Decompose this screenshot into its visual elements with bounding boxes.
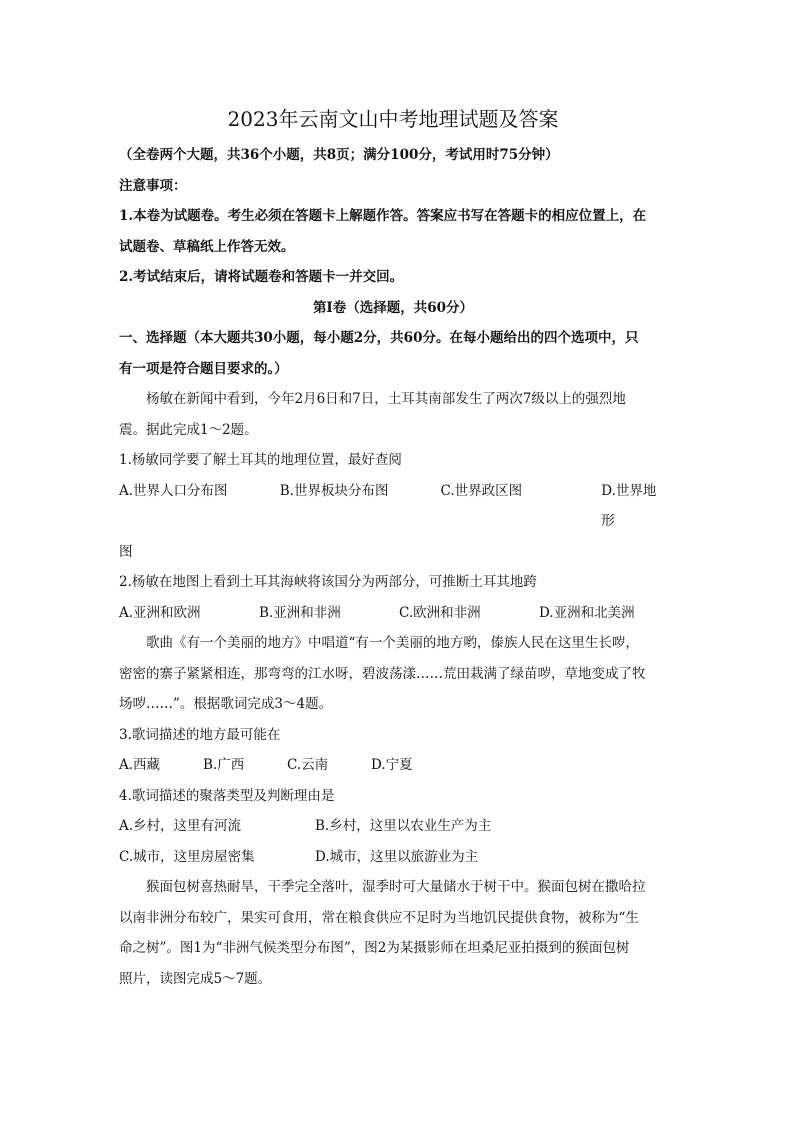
notes-heading: 注意事项： — [119, 177, 187, 194]
page-title: 2023年云南文山中考地理试题及答案 — [227, 107, 559, 131]
q4-option-b: B.乡村，这里以农业生产为主 — [315, 818, 492, 834]
stem-3-line-c: 命之树”。图1为“非洲气候类型分布图”，图2为某摄影师在坦桑尼亚拍摄到的猴面包树 — [119, 940, 630, 956]
question-4-options-row-2 — [119, 842, 667, 873]
note-1-line-a: 1.本卷为试题卷。考生必须在答题卡上解题作答。答案应书写在答题卡的相应位置上，在 — [119, 208, 647, 224]
q4-option-a: A.乡村，这里有河流 — [119, 818, 242, 834]
stem-2-line-c: 场哕……”。根据歌词完成3～4题。 — [119, 696, 333, 712]
q1-option-d-wrap: 图 — [119, 543, 133, 560]
question-1: 1.杨敏同学要了解土耳其的地理位置，最好查阅 — [119, 452, 402, 468]
q4-option-c: C.城市，这里房屋密集 — [119, 848, 255, 865]
q3-option-a: A.西藏 — [119, 757, 161, 773]
stem-1-line-a: 杨敏在新闻中看到，今年2月6日和7日，土耳其南部发生了两次7级以上的强烈地 — [146, 391, 626, 407]
question-3: 3.歌词描述的地方最可能在 — [119, 726, 281, 743]
section-1-heading-b: 有一项是符合题目要求的。） — [119, 360, 288, 377]
section-1-heading-a: 一、选择题（本大题共30小题，每小题2分，共60分。在每小题给出的四个选项中，只 — [119, 330, 639, 346]
note-1-line-b: 试题卷、草稿纸上作答无效。 — [119, 238, 295, 255]
stem-3-line-d: 照片，读图完成5～7题。 — [119, 970, 272, 987]
q2-option-b: B.亚洲和非洲 — [259, 604, 341, 621]
exam-subtitle: （全卷两个大题，共36个小题，共8页；满分100分，考试用时75分钟） — [119, 147, 559, 163]
exam-page — [119, 104, 667, 994]
stem-2-line-b: 密密的寨子紧紧相连，那弯弯的江水呀，碧波荡漾……荒田栽满了绿苗哕，草地变成了牧 — [119, 665, 646, 682]
q1-option-a: A.世界人口分布图 — [119, 482, 228, 499]
stem-3-line-b: 以南非洲分布较广，果实可食用，常在粮食供应不足时为当地饥民提供食物，被称为“生 — [119, 909, 639, 926]
question-4: 4.歌词描述的聚落类型及判断理由是 — [119, 787, 335, 804]
q3-option-b: B.广西 — [203, 757, 245, 773]
question-2-options — [119, 598, 667, 629]
q1-option-c: C.世界政区图 — [440, 482, 523, 499]
question-2: 2.杨敏在地图上看到土耳其海峡将该国分为两部分，可推断土耳其地跨 — [119, 574, 537, 590]
q4-option-d: D.城市，这里以旅游业为主 — [315, 848, 479, 865]
q2-option-c: C.欧洲和非洲 — [399, 604, 481, 621]
stem-3-line-a: 猴面包树喜热耐旱，干季完全落叶，湿季时可大量储水于树干中。猴面包树在撒哈拉 — [146, 879, 646, 895]
question-4-options-row-1 — [119, 811, 667, 842]
note-2: 2.考试结束后，请将试题卷和答题卡一并交回。 — [119, 269, 404, 285]
part-1-heading: 第Ⅰ卷（选择题，共60分） — [312, 299, 474, 316]
q1-option-b: B.世界板块分布图 — [279, 482, 389, 499]
q2-option-d: D.亚洲和北美洲 — [539, 604, 635, 621]
q2-option-a: A.亚洲和欧洲 — [119, 604, 201, 621]
question-3-options — [119, 750, 667, 781]
stem-2-line-a: 歌曲《有一个美丽的地方》中唱道“有一个美丽的地方哟，傣族人民在这里生长哕， — [146, 635, 639, 651]
q1-option-d: D.世界地形 — [601, 482, 657, 529]
stem-1-line-b: 震。据此完成1～2题。 — [119, 421, 258, 438]
q3-option-d: D.宁夏 — [371, 757, 413, 773]
q3-option-c: C.云南 — [287, 757, 329, 773]
question-1-options — [119, 476, 667, 537]
